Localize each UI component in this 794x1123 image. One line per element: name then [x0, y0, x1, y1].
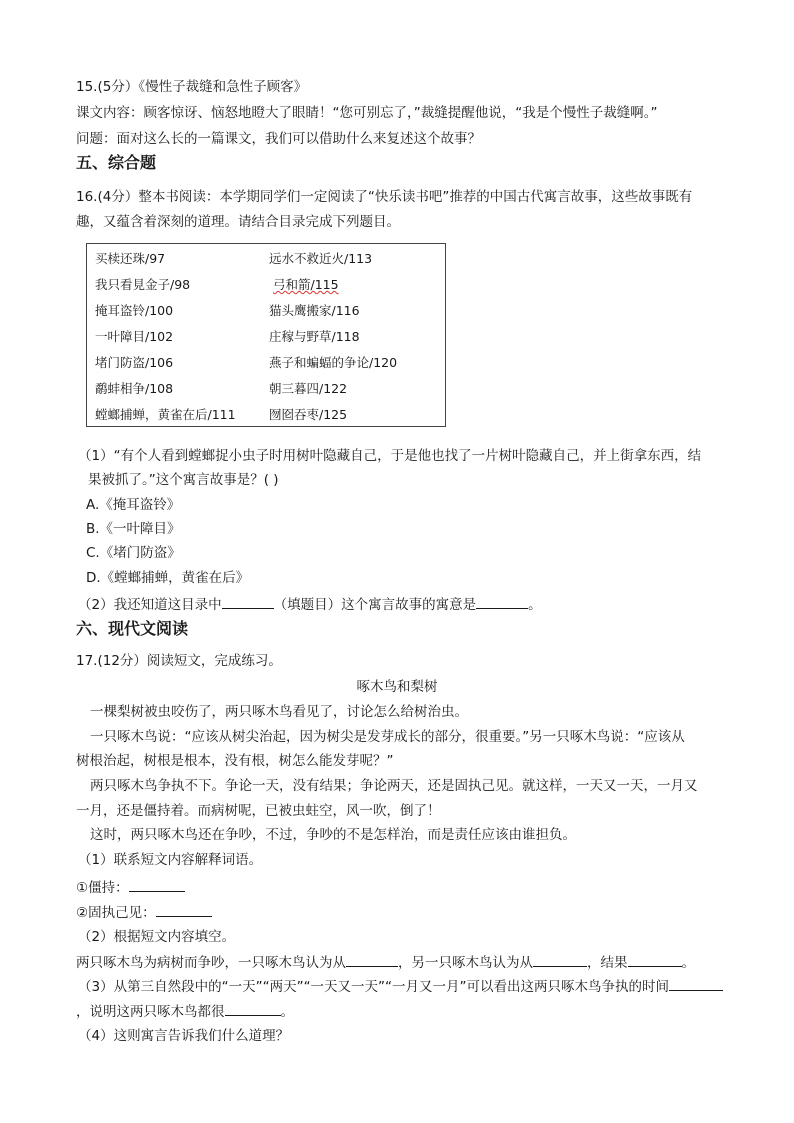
q16-option-a[interactable]: A.《掩耳盗铃》 — [86, 497, 181, 513]
q17-sub4: （4）这则寓言告诉我们什么道理？ — [78, 1028, 290, 1044]
q15-question: 问题：面对这么长的一篇课文，我们可以借助什么来复述这个故事？ — [76, 131, 481, 147]
toc-item: 朝三暮四/122 — [269, 381, 348, 396]
answer-blank[interactable] — [533, 952, 587, 967]
toc-item: 螳螂捕蝉，黄雀在后/111 — [95, 407, 236, 422]
story-paragraph-2-line1: 一只啄木鸟说：“应该从树尖治起，因为树尖是发芽成长的部分，很重要。”另一只啄木鸟说：“应该从 — [90, 729, 685, 745]
q17-sub3-text-b: ，说明这两只啄木鸟都很 — [76, 1004, 225, 1020]
toc-item: 猫头鹰搬家/116 — [269, 303, 360, 318]
toc-item: 燕子和蝙蝠的争论/120 — [269, 355, 398, 370]
story-paragraph-1: 一棵梨树被虫咬伤了，两只啄木鸟看见了，讨论怎么给树治虫。 — [90, 704, 468, 720]
q17-sub1-b-text: ②固执己见： — [76, 905, 156, 921]
toc-item: 庄稼与野草/118 — [269, 329, 360, 344]
q17-sub1-a — [76, 877, 185, 898]
story-paragraph-4: 这时，两只啄木鸟还在争吵，不过，争吵的不是怎样治，而是责任应该由谁担负。 — [90, 827, 576, 843]
q16-sub2 — [78, 594, 542, 615]
story-title: 啄木鸟和梨树 — [356, 679, 438, 695]
toc-item: 弓和箭/115 — [273, 277, 339, 292]
answer-blank[interactable] — [222, 594, 274, 609]
q16-sub2-text-c: 。 — [528, 597, 542, 613]
toc-item: 堵门防盗/106 — [95, 355, 174, 370]
q17-title: 17.(12分）阅读短文，完成练习。 — [76, 653, 282, 669]
q17-sub3-line2 — [76, 1001, 294, 1022]
q17-sub2-text-b: ，另一只啄木鸟认为从 — [398, 955, 533, 971]
story-paragraph-3-line2: 一月，还是僵持着。而病树呢，已被虫蛀空，风一吹，倒了！ — [76, 803, 441, 819]
answer-blank[interactable] — [346, 952, 398, 967]
answer-blank[interactable] — [628, 952, 682, 967]
q17-sub2-text-d: 。 — [681, 955, 695, 971]
q17-sub1-a-text: ①僵持： — [76, 880, 129, 896]
section6-heading: 六、现代文阅读 — [76, 619, 189, 638]
story-paragraph-2-line2: 树根治起，树根是根本，没有根，树怎么能发芽呢？” — [76, 753, 394, 769]
q17-sub3-text-a: （3）从第三自然段中的“一天”“两天”“一天又一天”“一月又一月”可以看出这两只啄木鸟争执的时间 — [78, 979, 670, 995]
answer-blank[interactable] — [129, 877, 185, 892]
toc-item: 掩耳盗铃/100 — [95, 303, 174, 318]
q16-sub1-line2: 果被抓了。”这个寓言故事是？( ) — [88, 472, 279, 488]
q15-content: 课文内容：顾客惊讶、恼怒地瞪大了眼睛！“您可别忘了，”裁缝提醒他说，“我是个慢性子裁缝啊。” — [76, 105, 658, 121]
toc-item: 囫囵吞枣/125 — [269, 407, 348, 422]
section5-heading: 五、综合题 — [76, 153, 157, 172]
story-paragraph-3-line1: 两只啄木鸟争执不下。争论一天，没有结果；争论两天，还是固执己见。就这样，一天又一天，一月又 — [90, 778, 698, 794]
q17-sub2: （2）根据短文内容填空。 — [78, 929, 236, 945]
toc-box — [86, 243, 446, 427]
answer-blank[interactable] — [156, 902, 212, 917]
q15-title: 15.(5分）《慢性子裁缝和急性子顾客》 — [76, 79, 308, 95]
answer-blank[interactable] — [225, 1001, 281, 1016]
answer-blank[interactable] — [476, 594, 528, 609]
toc-item: 鹬蚌相争/108 — [95, 381, 174, 396]
q17-sub3-line1 — [78, 976, 723, 997]
q17-sub1: （1）联系短文内容解释词语。 — [78, 852, 263, 868]
toc-item: 远水不救近火/113 — [269, 251, 373, 266]
q17-sub2-text-c: ，结果 — [587, 955, 628, 971]
q16-intro-line1: 16.(4分）整本书阅读：本学期同学们一定阅读了“快乐读书吧”推荐的中国古代寓言故事，这些故事既有 — [76, 189, 693, 205]
q17-sub2-fill — [76, 952, 695, 973]
q16-sub1-line1: （1）“有个人看到螳螂捉小虫子时用树叶隐藏自己，于是他也找了一片树叶隐藏自己，并上街拿东西，结 — [78, 448, 702, 464]
q16-sub2-text-b: （填题目）这个寓言故事的寓意是 — [273, 597, 477, 613]
q16-intro-line2: 趣，又蕴含着深刻的道理。请结合目录完成下列题目。 — [76, 214, 400, 230]
q16-option-b[interactable]: B.《一叶障目》 — [86, 521, 181, 537]
answer-blank[interactable] — [669, 976, 723, 991]
toc-item: 我只看見金子/98 — [95, 277, 191, 292]
q17-sub3-text-c: 。 — [280, 1004, 294, 1020]
q17-sub1-b — [76, 902, 212, 923]
toc-item: 买椟还珠/97 — [95, 251, 166, 266]
q16-option-c[interactable]: C.《堵门防盗》 — [86, 545, 181, 561]
q16-option-d[interactable]: D.《螳螂捕蝉，黄雀在后》 — [86, 570, 250, 586]
q17-sub2-text-a: 两只啄木鸟为病树而争吵，一只啄木鸟认为从 — [76, 955, 346, 971]
toc-item: 一叶障目/102 — [95, 329, 174, 344]
q16-sub2-text-a: （2）我还知道这目录中 — [78, 597, 222, 613]
